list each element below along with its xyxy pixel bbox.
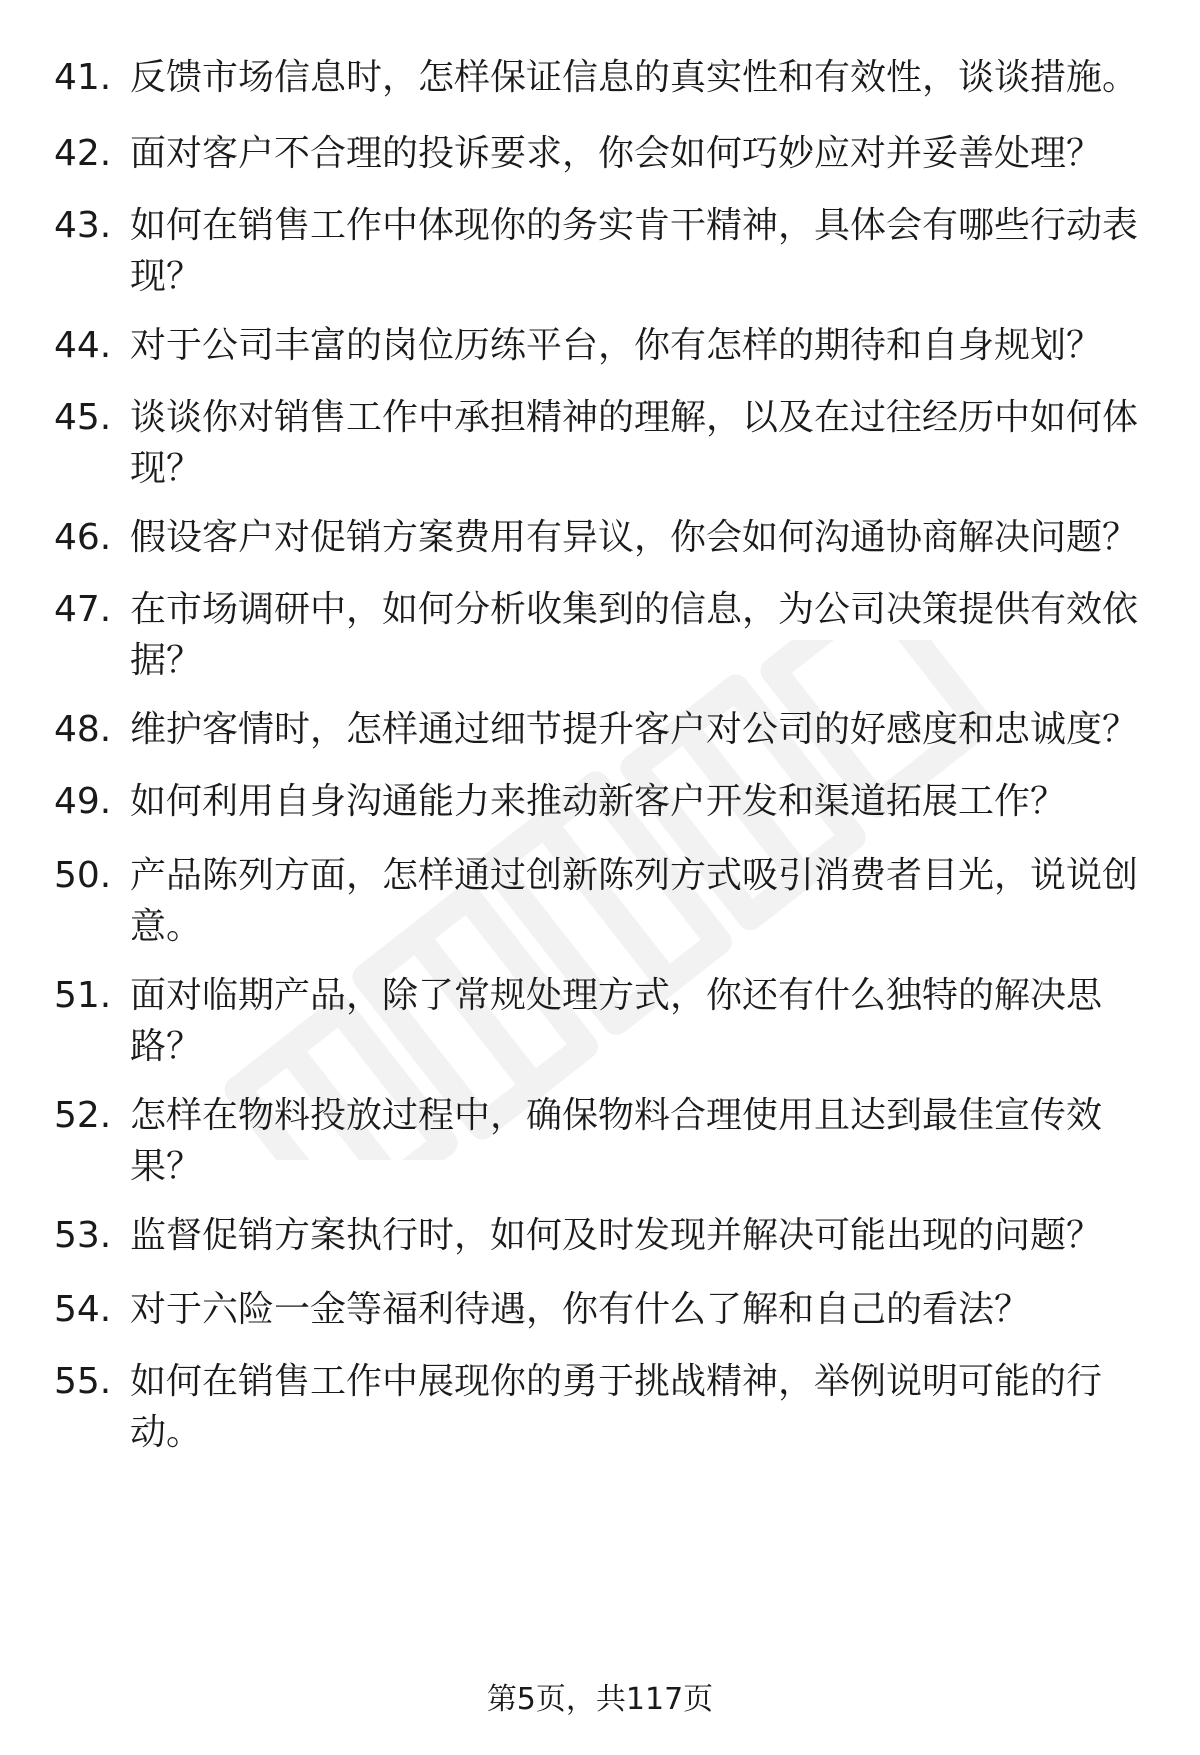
question-number: 48. — [54, 709, 112, 750]
question-number: 42. — [54, 133, 112, 174]
question-number: 44. — [54, 325, 112, 366]
question-text: 监督促销方案执行时，如何及时发现并解决可能出现的问题？ — [130, 1215, 1103, 1256]
question-text: 对于公司丰富的岗位历练平台，你有怎样的期待和自身规划？ — [130, 325, 1103, 366]
question-text: 如何在销售工作中展现你的勇于挑战精神，举例说明可能的行动。 — [130, 1361, 1103, 1453]
question-number: 54. — [54, 1289, 112, 1330]
question-number: 55. — [54, 1361, 112, 1402]
question-number: 51. — [54, 975, 112, 1016]
question-text: 反馈市场信息时，怎样保证信息的真实性和有效性，谈谈措施。 — [130, 57, 1139, 98]
question-text: 维护客情时，怎样通过细节提升客户对公司的好感度和忠诚度？ — [130, 709, 1139, 750]
question-text: 怎样在物料投放过程中，确保物料合理使用且达到最佳宣传效果？ — [130, 1095, 1103, 1187]
question-text: 谈谈你对销售工作中承担精神的理解，以及在过往经历中如何体现？ — [130, 397, 1139, 489]
page-footer: 第5页，共117页 — [486, 1682, 714, 1717]
question-text: 在市场调研中，如何分析收集到的信息，为公司决策提供有效依据？ — [130, 589, 1139, 681]
question-text: 如何在销售工作中体现你的务实肯干精神，具体会有哪些行动表现？ — [130, 205, 1139, 297]
question-number: 43. — [54, 205, 112, 246]
question-text: 假设客户对促销方案费用有异议，你会如何沟通协商解决问题？ — [130, 517, 1139, 558]
question-number: 45. — [54, 397, 112, 438]
question-number: 41. — [54, 57, 112, 98]
question-number: 52. — [54, 1095, 112, 1136]
question-number: 50. — [54, 855, 112, 896]
question-text: 如何利用自身沟通能力来推动新客户开发和渠道拓展工作？ — [130, 781, 1067, 822]
question-text: 面对客户不合理的投诉要求，你会如何巧妙应对并妥善处理？ — [130, 133, 1103, 174]
question-number: 46. — [54, 517, 112, 558]
question-number: 49. — [54, 781, 112, 822]
question-text: 产品陈列方面，怎样通过创新陈列方式吸引消费者目光，说说创意。 — [130, 855, 1139, 947]
question-number: 53. — [54, 1215, 112, 1256]
question-text: 对于六险一金等福利待遇，你有什么了解和自己的看法？ — [130, 1289, 1031, 1330]
question-number: 47. — [54, 589, 112, 630]
question-text: 面对临期产品，除了常规处理方式，你还有什么独特的解决思路？ — [130, 975, 1103, 1067]
